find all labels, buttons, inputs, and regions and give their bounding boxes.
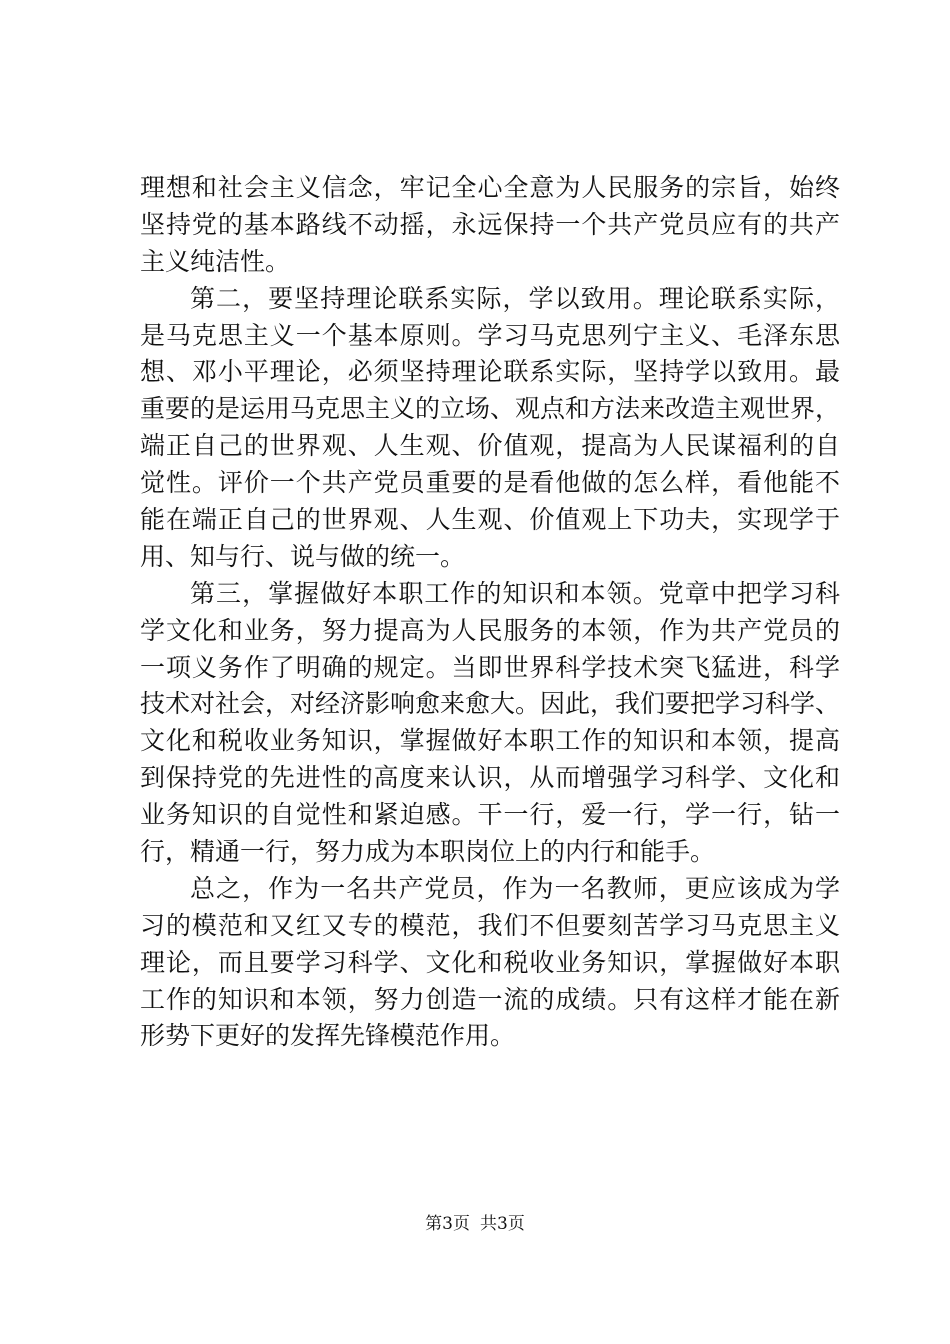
text-line: 端正自己的世界观、人生观、价值观，提高为人民谋福利的自 xyxy=(140,431,840,461)
text-line: 觉性。评价一个共产党员重要的是看他做的怎么样，看他能不 xyxy=(140,468,840,498)
page-footer xyxy=(0,1213,950,1235)
page-number: 第3页 xyxy=(425,1214,470,1234)
text-line: 理想和社会主义信念，牢记全心全意为人民服务的宗旨，始终 xyxy=(140,173,840,202)
paragraph-end-line: 用、知与行、说与做的统一。 xyxy=(140,541,466,571)
text-line: 能在端正自己的世界观、人生观、价值观上下功夫，实现学于 xyxy=(140,505,840,535)
text-line: 业务知识的自觉性和紧迫感。干一行，爱一行，学一行，钻一 xyxy=(140,800,840,830)
text-line: 技术对社会，对经济影响愈来愈大。因此，我们要把学习科学、 xyxy=(140,689,841,719)
text-line: 习的模范和又红又专的模范，我们不但要刻苦学习马克思主义 xyxy=(140,910,840,940)
paragraph-end-line: 行，精通一行，努力成为本职岗位上的内行和能手。 xyxy=(140,837,716,867)
text-line: 文化和税收业务知识，掌握做好本职工作的知识和本领，提高 xyxy=(140,726,840,756)
text-line: 是马克思主义一个基本原则。学习马克思列宁主义、毛泽东思 xyxy=(140,320,840,350)
text-line: 想、邓小平理论，必须坚持理论联系实际，坚持学以致用。最 xyxy=(140,357,840,387)
paragraph-end-line: 主义纯洁性。 xyxy=(140,246,291,276)
paragraph-end-line: 形势下更好的发挥先锋模范作用。 xyxy=(140,1021,516,1051)
document-body xyxy=(140,170,840,1055)
text-line: 理论，而且要学习科学、文化和税收业务知识，掌握做好本职 xyxy=(140,947,840,977)
text-line: 学文化和业务，努力提高为人民服务的本领，作为共产党员的 xyxy=(140,615,840,645)
text-line: 一项义务作了明确的规定。当即世界科学技术突飞猛进，科学 xyxy=(140,652,840,682)
text-line: 工作的知识和本领，努力创造一流的成绩。只有这样才能在新 xyxy=(140,984,840,1014)
text-line: 重要的是运用马克思主义的立场、观点和方法来改造主观世界， xyxy=(140,394,841,424)
text-line: 到保持党的先进性的高度来认识，从而增强学习科学、文化和 xyxy=(140,763,840,793)
paragraph-start-line: 第三，掌握做好本职工作的知识和本领。党章中把学习科 xyxy=(190,578,840,608)
paragraph-start-line: 第二，要坚持理论联系实际，学以致用。理论联系实际， xyxy=(190,283,840,313)
text-line: 坚持党的基本路线不动摇，永远保持一个共产党员应有的共产 xyxy=(140,209,840,239)
paragraph-start-line: 总之，作为一名共产党员，作为一名教师，更应该成为学 xyxy=(190,873,840,903)
page-total: 共3页 xyxy=(480,1214,525,1234)
